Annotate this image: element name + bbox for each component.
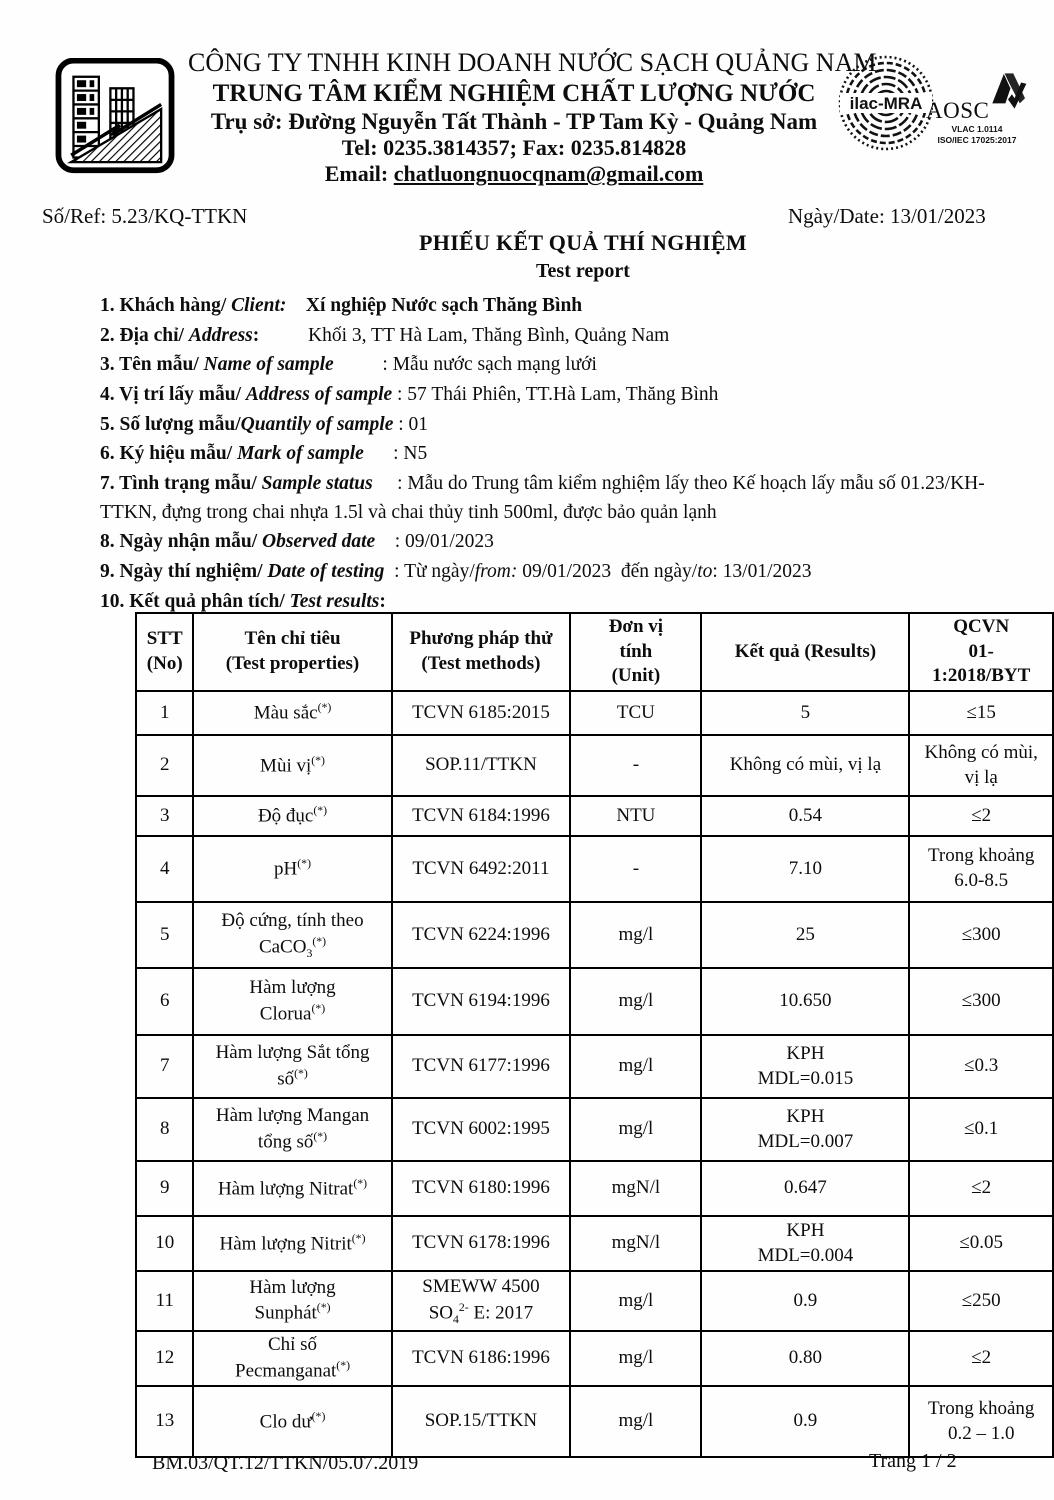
ilac-mra-text: ilac-MRA [849, 94, 923, 113]
company-name: CÔNG TY TNHH KINH DOANH NƯỚC SẠCH QUẢNG NAM [188, 48, 877, 77]
table-row [136, 836, 1053, 902]
result: 25 [701, 902, 909, 968]
limit: ≤300 [909, 902, 1053, 968]
ilac-mra-seal-icon [836, 52, 936, 154]
results-table-head [136, 613, 1053, 691]
limit: ≤15 [909, 691, 1053, 735]
result: KPH MDL=0.015 [701, 1035, 909, 1098]
unit: NTU [570, 796, 701, 836]
info-item: 3. Tên mẫu/ Name of sample : Mẫu nước sạch mạng lưới [100, 354, 597, 376]
aosc-label: AOSC [926, 98, 990, 123]
result: 0.9 [701, 1386, 909, 1457]
column-header: QCVN 01- 1:2018/BYT [909, 613, 1053, 691]
test-method: TCVN 6185:2015 [392, 691, 571, 735]
aosc-logo [926, 52, 1028, 145]
result: 5 [701, 691, 909, 735]
info-item: 7. Tình trạng mẫu/ Sample status : Mẫu do Trung tâm kiểm nghiệm lấy theo Kế hoạch lấy mẫu số 01.23/KH-TTKN, đựng trong chai nhựa 1.5l và chai thủy tinh 500ml, được bảo quản lạnh [100, 472, 985, 523]
email-line [188, 161, 840, 187]
limit: ≤250 [909, 1271, 1053, 1331]
unit: mgN/l [570, 1216, 701, 1271]
head-office-address: Trụ sở: Đường Nguyễn Tất Thành - TP Tam Kỳ - Quảng Nam [210, 109, 818, 135]
test-property: Hàm lượng Sunphát(*) [193, 1271, 391, 1331]
info-item: 8. Ngày nhận mẫu/ Observed date : 09/01/2023 [100, 531, 494, 553]
test-method: SOP.15/TTKN [392, 1386, 571, 1457]
test-property: Hàm lượng Sắt tổng số(*) [193, 1035, 391, 1098]
column-header: Kết quả (Results) [701, 613, 909, 691]
unit: mgN/l [570, 1161, 701, 1216]
result: KPH MDL=0.004 [701, 1216, 909, 1271]
row-no: 6 [136, 968, 193, 1035]
table-row [136, 1035, 1053, 1098]
test-method: TCVN 6194:1996 [392, 968, 571, 1035]
unit: mg/l [570, 1035, 701, 1098]
unit: mg/l [570, 1386, 701, 1457]
result: 0.80 [701, 1331, 909, 1386]
unit: TCU [570, 691, 701, 735]
test-property: Mùi vị(*) [193, 735, 391, 796]
result: 0.54 [701, 796, 909, 836]
limit: ≤0.3 [909, 1035, 1053, 1098]
test-method: TCVN 6177:1996 [392, 1035, 571, 1098]
limit: ≤0.1 [909, 1098, 1053, 1161]
table-row [136, 968, 1053, 1035]
unit: mg/l [570, 902, 701, 968]
row-no: 9 [136, 1161, 193, 1216]
row-no: 1 [136, 691, 193, 735]
table-row [136, 1098, 1053, 1161]
report-date: Ngày/Date: 13/01/2023 [788, 204, 986, 228]
limit: ≤0.05 [909, 1216, 1053, 1271]
unit: mg/l [570, 1331, 701, 1386]
test-property: Độ cứng, tính theo CaCO$_3$(*) [193, 902, 391, 968]
table-row [136, 1386, 1053, 1457]
limit: Không có mùi, vị lạ [909, 735, 1053, 796]
aosc-iso-text: ISO/IEC 17025:2017 [937, 134, 1017, 145]
table-row [136, 902, 1053, 968]
column-header: Tên chỉ tiêu (Test properties) [193, 613, 391, 691]
results-table-body [136, 691, 1053, 1457]
info-item: 1. Khách hàng/ Client: Xí nghiệp Nước sạch Thăng Bình [100, 295, 583, 316]
result: Không có mùi, vị lạ [701, 735, 909, 796]
unit: mg/l [570, 1271, 701, 1331]
table-row [136, 1331, 1053, 1386]
test-property: Hàm lượng Clorua(*) [193, 968, 391, 1035]
test-property: Hàm lượng Nitrat(*) [193, 1161, 391, 1216]
buildings-icon [55, 58, 175, 174]
result: 7.10 [701, 836, 909, 902]
row-no: 12 [136, 1331, 193, 1386]
info-item: 10. Kết quả phân tích/ Test results: [100, 590, 386, 612]
page-title: PHIẾU KẾT QUẢ THÍ NGHIỆM [419, 230, 747, 255]
email-address: chatluongnuocqnam@gmail.com [393, 161, 704, 187]
result: KPH MDL=0.007 [701, 1098, 909, 1161]
info-item: 4. Vị trí lấy mẫu/ Address of sample : 57 Thái Phiên, TT.Hà Lam, Thăng Bình [100, 383, 719, 405]
table-row [136, 691, 1053, 735]
row-no: 2 [136, 735, 193, 796]
test-method: SMEWW 4500 $SO_4^{2-}$ E: 2017 [392, 1271, 571, 1331]
test-method: TCVN 6186:1996 [392, 1331, 571, 1386]
table-row [136, 735, 1053, 796]
limit: ≤2 [909, 1161, 1053, 1216]
row-no: 5 [136, 902, 193, 968]
row-no: 7 [136, 1035, 193, 1098]
test-property: Hàm lượng Nitrit(*) [193, 1216, 391, 1271]
center-name: TRUNG TÂM KIỂM NGHIỆM CHẤT LƯỢNG NƯỚC [212, 79, 816, 107]
test-method: TCVN 6184:1996 [392, 796, 571, 836]
test-method: TCVN 6002:1995 [392, 1098, 571, 1161]
letterhead [188, 48, 877, 187]
limit: ≤300 [909, 968, 1053, 1035]
test-property: Độ đục(*) [193, 796, 391, 836]
title-block [113, 230, 1053, 283]
row-no: 4 [136, 836, 193, 902]
limit: ≤2 [909, 1331, 1053, 1386]
column-header: Phương pháp thử (Test methods) [392, 613, 571, 691]
unit: - [570, 735, 701, 796]
row-no: 8 [136, 1098, 193, 1161]
test-method: TCVN 6224:1996 [392, 902, 571, 968]
row-no: 10 [136, 1216, 193, 1271]
test-method: TCVN 6492:2011 [392, 836, 571, 902]
unit: mg/l [570, 1098, 701, 1161]
table-row [136, 796, 1053, 836]
info-item: 5. Số lượng mẫu/Quantily of sample : 01 [100, 413, 429, 435]
info-item: 6. Ký hiệu mẫu/ Mark of sample : N5 [100, 443, 428, 465]
ilac-mra-stamp [836, 52, 936, 154]
test-property: Chỉ số Pecmanganat(*) [193, 1331, 391, 1386]
unit: mg/l [570, 968, 701, 1035]
company-logo [55, 58, 175, 174]
info-item: 2. Địa chỉ/ Address: Khối 3, TT Hà Lam, Thăng Bình, Quảng Nam [100, 324, 670, 346]
row-no: 11 [136, 1271, 193, 1331]
info-item: 9. Ngày thí nghiệm/ Date of testing : Từ ngày/from: 09/01/2023 đến ngày/to: 13/01/2023 [100, 560, 812, 582]
column-header: STT (No) [136, 613, 193, 691]
footer-page-number: Trang 1 / 2 [869, 1450, 957, 1472]
test-property: Hàm lượng Mangan tổng số(*) [193, 1098, 391, 1161]
limit: Trong khoảng 6.0-8.5 [909, 836, 1053, 902]
test-method: SOP.11/TTKN [392, 735, 571, 796]
results-table [135, 612, 1054, 1458]
test-property: pH(*) [193, 836, 391, 902]
test-method: TCVN 6178:1996 [392, 1216, 571, 1271]
email-label: Email: [324, 161, 394, 187]
tel-fax: Tel: 0235.3814357; Fax: 0235.814828 [341, 135, 687, 161]
test-method: TCVN 6180:1996 [392, 1161, 571, 1216]
limit: ≤2 [909, 796, 1053, 836]
table-row [136, 1271, 1053, 1331]
page-subtitle: Test report [536, 260, 630, 282]
result: 0.647 [701, 1161, 909, 1216]
limit: Trong khoảng 0.2 – 1.0 [909, 1386, 1053, 1457]
result: 10.650 [701, 968, 909, 1035]
table-row [136, 1161, 1053, 1216]
column-header: Đơn vị tính (Unit) [570, 613, 701, 691]
row-no: 13 [136, 1386, 193, 1457]
test-property: Clo dư(*) [193, 1386, 391, 1457]
table-row [136, 1216, 1053, 1271]
footer-form-code: BM.03/QT.12/TTKN/05.07.2019 [152, 1452, 419, 1474]
ref-number: Số/Ref: 5.23/KQ-TTKN [42, 204, 248, 228]
aosc-vlac-text: VLAC 1.0114 [951, 124, 1003, 134]
row-no: 3 [136, 796, 193, 836]
result: 0.9 [701, 1271, 909, 1331]
test-property: Màu sắc(*) [193, 691, 391, 735]
unit: - [570, 836, 701, 902]
aosc-check-icon [991, 58, 1028, 124]
sample-info-list [100, 292, 1022, 617]
